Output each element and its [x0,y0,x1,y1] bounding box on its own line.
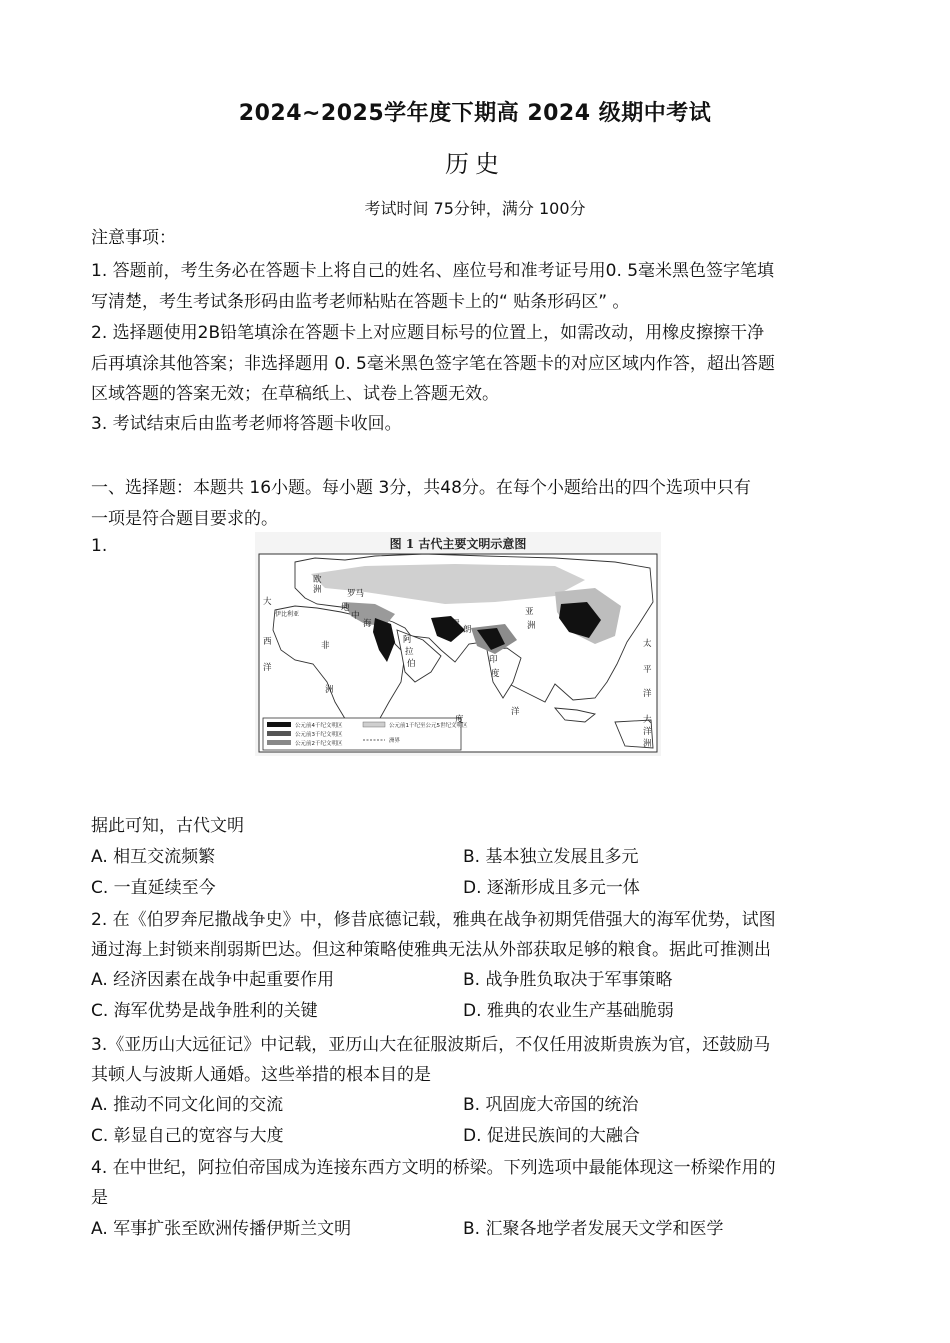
map-label: 阿 [403,635,412,645]
figure-caption: 图 1 古代主要文明示意图 [389,537,527,551]
map-label: 西 [263,637,272,647]
question-stem: 2. 在《伯罗奔尼撒战争史》中，修昔底德记载，雅典在战争初期凭借强大的海军优势，试图 [91,910,776,930]
map-label: 平 [643,665,652,675]
map-label: 罗马 [347,589,365,599]
question-stem: 是 [91,1188,108,1208]
map-label: 洋 [511,707,520,717]
legend-item: 洲界 [389,738,401,744]
option-b[interactable]: B. 基本独立发展且多元 [463,847,639,867]
legend-item: 公元前4千纪文明区 [295,723,343,729]
map-label: 大 [263,597,272,607]
legend-item: 公元前3千纪文明区 [295,732,343,738]
map-label: 洲 [643,739,652,749]
map-label: 伊 [451,619,460,629]
map-label: 洋 [643,727,652,737]
legend-item: 公元前1千纪至公元5世纪文明区 [389,723,468,729]
option-b[interactable]: B. 战争胜负取决于军事策略 [463,970,673,990]
notes-line: 3. 考试结束后由监考老师将答题卡收回。 [91,414,402,434]
option-b[interactable]: B. 巩固庞大帝国的统治 [463,1095,639,1115]
map-label: 地 [341,603,350,613]
question-stem: 其顿人与波斯人通婚。这些举措的根本目的是 [91,1065,431,1085]
option-a[interactable]: A. 推动不同文化间的交流 [91,1095,284,1115]
map-label: 伊比利亚 [275,611,300,618]
notes-heading: 注意事项： [91,228,176,248]
subject-title: 历史 [445,150,505,178]
map-label: 洲 [527,621,536,631]
section-instructions: 一、选择题：本题共 16小题。每小题 3分，共48分。在每个小题给出的四个选项中只有 [91,478,751,498]
notes-line: 区域答题的答案无效；在草稿纸上、试卷上答题无效。 [91,384,499,404]
notes-line: 2. 选择题使用2B铅笔填涂在答题卡上对应题目标号的位置上，如需改动，用橡皮擦擦干净 [91,323,765,343]
map-label: 洋 [263,663,272,673]
map-label: 中 [351,611,360,621]
map-label: 洋 [643,689,652,699]
question-stem: 4. 在中世纪，阿拉伯帝国成为连接东西方文明的桥梁。下列选项中最能体现这一桥梁作用的 [91,1158,776,1178]
map-label: 洲 [325,685,334,695]
option-a[interactable]: A. 军事扩张至欧洲传播伊斯兰文明 [91,1219,352,1239]
option-a[interactable]: A. 经济因素在战争中起重要作用 [91,970,335,990]
option-d[interactable]: D. 促进民族间的大融合 [463,1126,640,1146]
option-a[interactable]: A. 相互交流频繁 [91,847,216,867]
map-label: 伯 [407,659,416,669]
question-stem: 通过海上封锁来削弱斯巴达。但这种策略使雅典无法从外部获取足够的粮食。据此可推测出 [91,940,771,960]
map-label: 海 [363,619,372,629]
map-label: 洲 [313,585,322,595]
map-label: 度 [455,715,464,725]
option-d[interactable]: D. 逐渐形成且多元一体 [463,878,640,898]
option-b[interactable]: B. 汇聚各地学者发展天文学和医学 [463,1219,724,1239]
question-number: 1. [91,536,108,556]
question-stem: 3.《亚历山大远征记》中记载，亚历山大在征服波斯后，不仅任用波斯贵族为官，还鼓励马 [91,1035,771,1055]
map-label: 拉 [405,647,414,657]
notes-line: 后再填涂其他答案；非选择题用 0. 5毫米黑色签字笔在答题卡的对应区域内作答，超出答题 [91,354,775,374]
notes-line: 写清楚，考生考试条形码由监考老师粘贴在答题卡上的“ 贴条形码区” 。 [91,292,630,312]
exam-info: 考试时间 75分钟，满分 100分 [364,199,586,218]
exam-title: 2024~2025学年度下期高 2024 级期中考试 [238,101,712,126]
map-label: 朗 [463,625,472,635]
map-label: 非 [321,641,330,651]
option-c[interactable]: C. 海军优势是战争胜利的关键 [91,1001,318,1021]
notes-line: 1. 答题前，考生务必在答题卡上将自己的姓名、座位号和准考证号用0. 5毫米黑色签字笔填 [91,261,775,281]
option-d[interactable]: D. 雅典的农业生产基础脆弱 [463,1001,674,1021]
question-stem: 据此可知，古代文明 [91,816,244,836]
legend-item: 公元前2千纪文明区 [295,741,343,747]
option-c[interactable]: C. 彰显自己的宽容与大度 [91,1126,284,1146]
section-instructions: 一项是符合题目要求的。 [91,509,278,529]
map-label: 太 [643,639,652,649]
map-label: 大 [643,715,652,725]
map-label: 度 [491,669,500,679]
civilization-map-figure [255,532,661,756]
map-label: 欧 [313,575,322,585]
map-label: 印 [489,655,498,665]
option-c[interactable]: C. 一直延续至今 [91,878,216,898]
map-label: 亚 [525,607,534,617]
